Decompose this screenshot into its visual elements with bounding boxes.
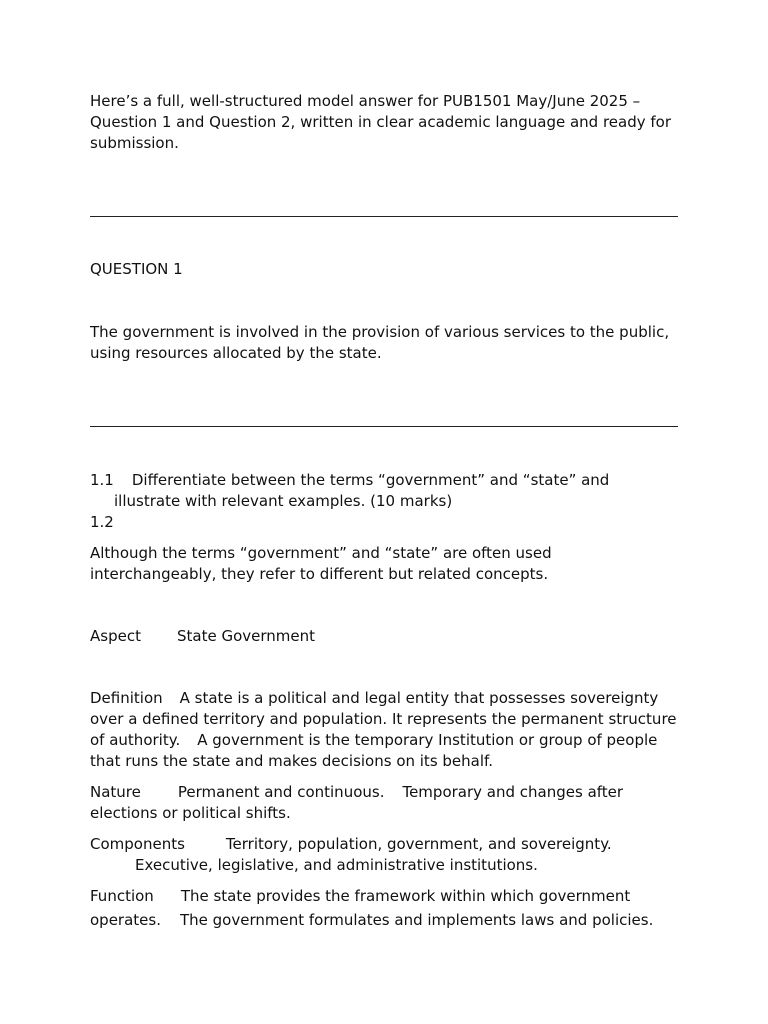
question-heading: QUESTION 1 xyxy=(90,260,183,278)
table-header xyxy=(90,626,682,647)
scenario-paragraph: The government is involved in the provision of various services to the public, using resources allocated by the state. xyxy=(90,323,670,362)
question-number: 1.1 xyxy=(90,471,114,489)
government-cell: The government formulates and implements laws and policies. xyxy=(179,911,654,929)
state-cell: over a defined territory and population. It represents the permanent structure of authority. xyxy=(90,710,677,749)
state-cell: A state is a political and legal entity that possesses sovereignty xyxy=(179,689,659,707)
horizontal-divider xyxy=(90,426,678,427)
row-aspect: Components xyxy=(90,835,185,853)
question-number: 1.2 xyxy=(90,513,114,531)
row-aspect: Nature xyxy=(90,783,141,801)
horizontal-divider xyxy=(90,216,678,217)
state-cell: The state provides the framework within which government xyxy=(180,887,631,905)
government-cell: A government is the temporary Institution or group of people that runs the state and makes decisions on its behalf. xyxy=(90,731,658,770)
aspect-header: Aspect xyxy=(90,627,141,645)
government-cell: Temporary and changes after xyxy=(402,783,624,801)
table-row xyxy=(90,886,682,931)
table-row xyxy=(90,834,682,876)
state-cell: operates. xyxy=(90,911,161,929)
question-1-1 xyxy=(90,470,682,533)
row-aspect: Definition xyxy=(90,689,163,707)
government-cell: Executive, legislative, and administrative institutions. xyxy=(135,856,538,874)
state-cell: Territory, population, government, and sovereignty. xyxy=(225,835,612,853)
table-row xyxy=(90,782,682,824)
row-aspect: Function xyxy=(90,887,154,905)
state-cell: Permanent and continuous. xyxy=(177,783,385,801)
question-text-line: Differentiate between the terms “government” and “state” and xyxy=(131,471,610,489)
table-row xyxy=(90,688,682,772)
government-cell: elections or political shifts. xyxy=(90,804,291,822)
intro-paragraph: Here’s a full, well-structured model answer for PUB1501 May/June 2025 – Question 1 and Question 2, written in clear academic language and ready for submission. xyxy=(90,92,671,152)
question-text-line: illustrate with relevant examples. (10 marks) xyxy=(114,492,453,510)
answer-intro-paragraph: Although the terms “government” and “state” are often used interchangeably, they refer to different but related concepts. xyxy=(90,544,552,583)
columns-header: State Government xyxy=(176,627,315,645)
